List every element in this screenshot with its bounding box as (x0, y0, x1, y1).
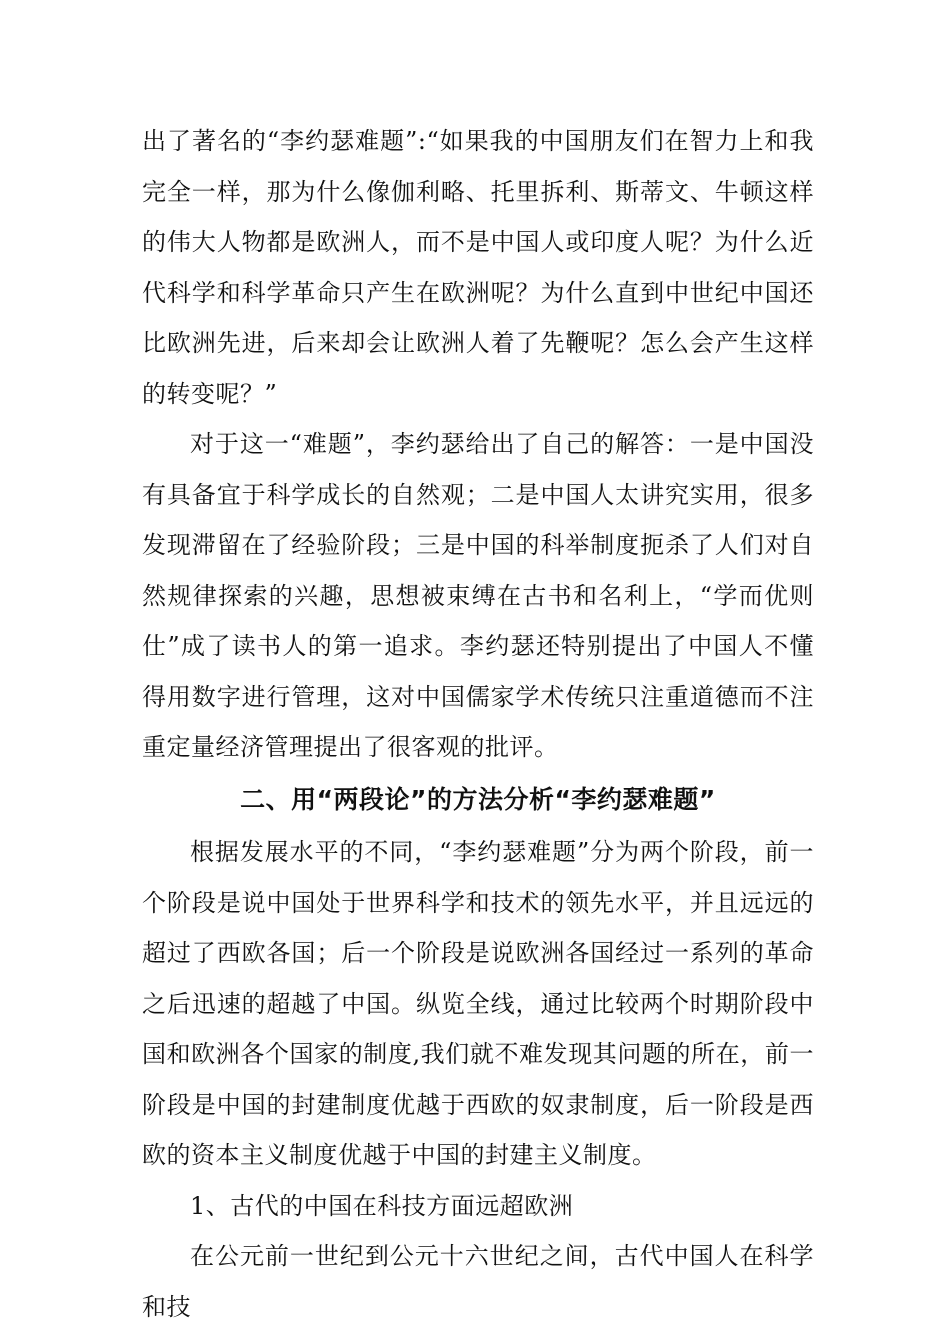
paragraph-li-yuese-question: 出了著名的“李约瑟难题”:“如果我的中国朋友们在智力上和我完全一样，那为什么像伽利略、托里拆利、斯蒂文、牛顿这样的伟大人物都是欧洲人，而不是中国人或印度人呢？为什么近代科学和科学革命只产生在欧洲呢？为什么直到中世纪中国还比欧洲先进，后来却会让欧洲人着了先鞭呢？怎么会产生这样的转变呢？” (142, 127, 814, 408)
paragraph-ancient-china-start: 在公元前一世纪到公元十六世纪之间，古代中国人在科学和技 (142, 1242, 814, 1321)
paragraph-two-stages: 根据发展水平的不同，“李约瑟难题”分为两个阶段，前一个阶段是说中国处于世界科学和技术的领先水平，并且远远的超过了西欧各国；后一个阶段是说欧洲各国经过一系列的革命之后迅速的超越了中国。纵览全线，通过比较两个时期阶段中国和欧洲各个国家的制度,我们就不难发现其问题的所在，前一阶段是中国的封建制度优越于西欧的奴隶制度，后一阶段是西欧的资本主义制度优越于中国的封建主义制度。 (142, 838, 814, 1169)
paragraph-li-yuese-answer: 对于这一“难题”，李约瑟给出了自己的解答：一是中国没有具备宜于科学成长的自然观；二是中国人太讲究实用，很多发现滞留在了经验阶段；三是中国的科举制度扼杀了人们对自然规律探索的兴趣，思想被束缚在古书和名利上，“学而优则仕”成了读书人的第一追求。李约瑟还特别提出了中国人不懂得用数字进行管理，这对中国儒家学术传统只注重道德而不注重定量经济管理提出了很客观的批评。 (142, 430, 814, 761)
section-heading-two-stage-analysis: 二、用“两段论”的方法分析“李约瑟难题” (240, 784, 716, 814)
subsection-heading-ancient-china: 1、古代的中国在科技方面远超欧洲 (190, 1191, 574, 1220)
document-page (142, 116, 814, 1332)
